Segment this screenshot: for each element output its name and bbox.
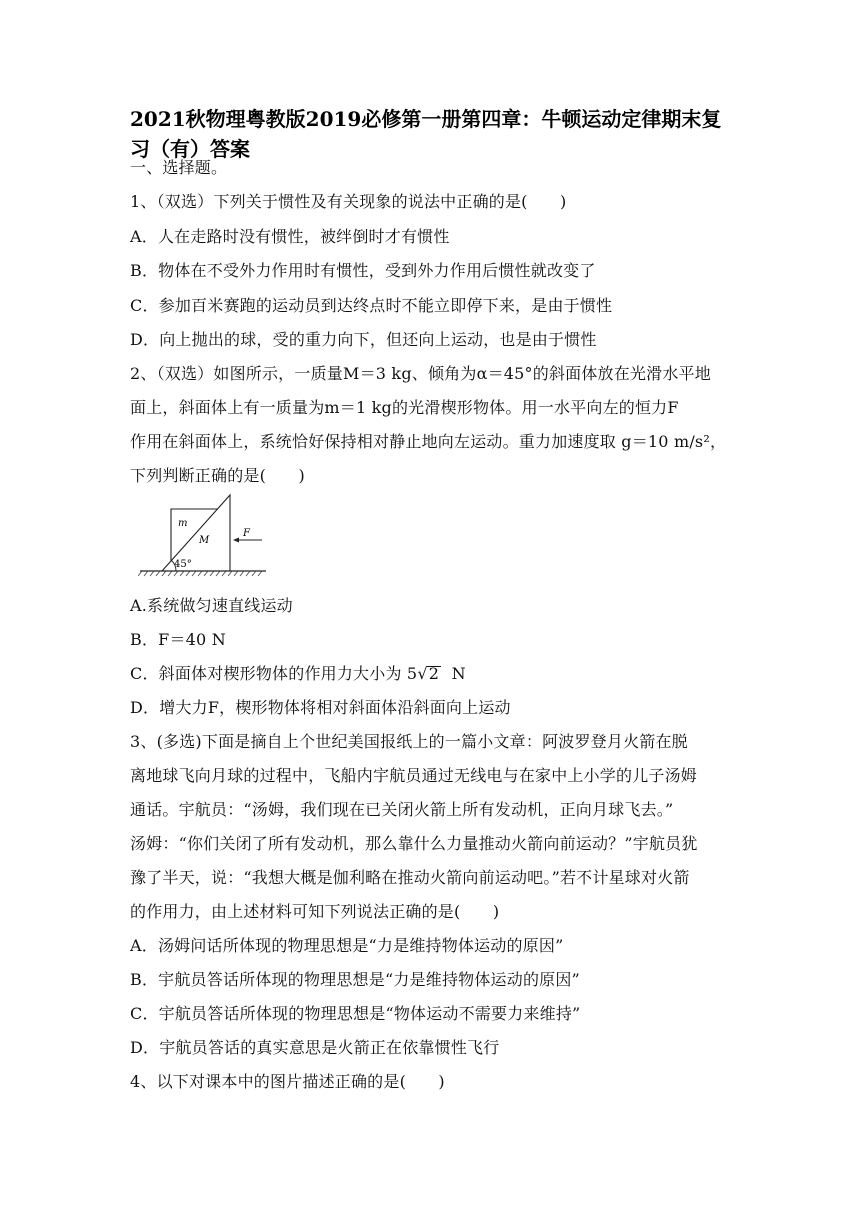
q3-option-c: C．宇航员答话所体现的物理思想是“物体运动不需要力来维持” — [130, 1004, 581, 1023]
document-title: 2021秋物理粤教版2019必修第一册第四章：牛顿运动定律期末复习（有）答案 — [130, 107, 722, 161]
q1-option-d: D．向上抛出的球，受的重力向下，但还向上运动，也是由于惯性 — [130, 330, 597, 349]
q3-option-d: D．宇航员答话的真实意思是火箭正在依靠惯性飞行 — [130, 1038, 500, 1057]
q2-stem-line-1: 2、（双选）如图所示，一质量M＝3 kg、倾角为α＝45°的斜面体放在光滑水平地 — [130, 364, 711, 383]
q2-stem-line-2: 面上，斜面体上有一质量为m＝1 kg的光滑楔形物体。用一水平向左的恒力F — [130, 398, 679, 417]
fig-label-F: F — [243, 528, 250, 539]
sqrt-symbol: √ — [417, 664, 428, 683]
q1-stem: 1、（双选）下列关于惯性及有关现象的说法中正确的是( ) — [130, 192, 567, 211]
q3-stem-line-3: 通话。宇航员：“汤姆，我们现在已关闭火箭上所有发动机，正向月球飞去。” — [130, 800, 674, 819]
q3-stem-line-2: 离地球飞向月球的过程中，飞船内宇航员通过无线电与在家中上小学的儿子汤姆 — [130, 766, 698, 785]
q2-stem-line-4: 下列判断正确的是( ) — [130, 466, 305, 485]
q2-option-c — [130, 661, 466, 684]
fig-label-angle: 45° — [174, 559, 192, 570]
fig-label-M: M — [199, 535, 210, 546]
q2-option-c-radicand: 2 — [428, 664, 440, 683]
section-heading: 一、选择题。 — [130, 158, 228, 177]
q2-option-a: A.系统做匀速直线运动 — [130, 596, 293, 615]
q2-option-b: B．F＝40 N — [130, 630, 226, 649]
q3-stem-line-4: 汤姆：“你们关闭了所有发动机，那么靠什么力量推动火箭向前运动？”宇航员犹 — [130, 834, 698, 853]
q3-stem-line-1: 3、(多选)下面是摘自上个世纪美国报纸上的一篇小文章：阿波罗登月火箭在脱 — [130, 732, 688, 751]
q4-stem: 4、以下对课本中的图片描述正确的是( ) — [130, 1072, 445, 1091]
q1-option-b: B．物体在不受外力作用时有惯性，受到外力作用后惯性就改变了 — [130, 261, 596, 280]
q1-option-a: A．人在走路时没有惯性，被绊倒时才有惯性 — [130, 227, 450, 246]
fig-label-m: m — [178, 518, 188, 529]
q2-option-d: D．增大力F，楔形物体将相对斜面体沿斜面向上运动 — [130, 698, 511, 717]
q3-option-b: B．宇航员答话所体现的物理思想是“力是维持物体运动的原因” — [130, 970, 580, 989]
q3-option-a: A．汤姆问话所体现的物理思想是“力是维持物体运动的原因” — [130, 936, 564, 955]
q2-option-c-text: C．斜面体对楔形物体的作用力大小为 5 — [130, 664, 418, 683]
q3-stem-line-5: 豫了半天，说：“我想大概是伽利略在推动火箭向前运动吧。”若不计星球对火箭 — [130, 868, 690, 887]
incline-diagram — [138, 492, 268, 578]
q2-stem-line-3: 作用在斜面体上，系统恰好保持相对静止地向左运动。重力加速度取 g＝10 m/s²， — [130, 432, 727, 451]
q1-option-c: C．参加百米赛跑的运动员到达终点时不能立即停下来，是由于惯性 — [130, 296, 613, 315]
q2-option-c-unit: N — [441, 664, 466, 683]
q3-stem-line-6: 的作用力，由上述材料可知下列说法正确的是( ) — [130, 902, 500, 921]
